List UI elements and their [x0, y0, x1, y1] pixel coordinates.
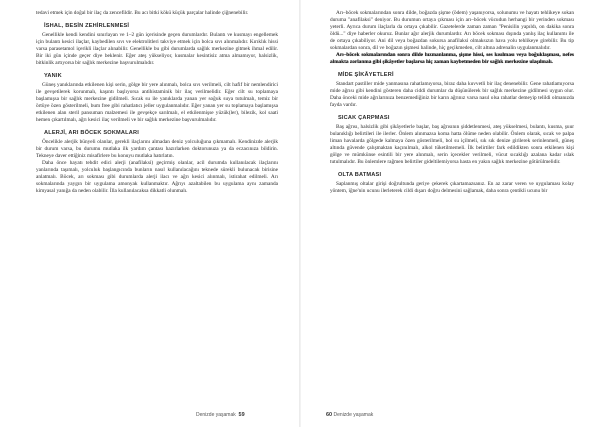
- heading-mide: MİDE ŞİKÂYETLERİ: [338, 72, 394, 78]
- right-page: [300, 0, 600, 427]
- left-footer: [196, 412, 245, 418]
- paragraph-anafilaksi: Arı–böcek sokmalarından sonra dilde, boğazda şişme (ödem) yaşanıyorsa, solunumu ve hayatı tehlikeye sokan duruma "anafilaksi" deniyor. Bu durumun ortaya çıkması için arı–böcek vücudun herhangi bir yerinden sokması yeterli. Ayrıca durum ilaçlarla da ortaya çıkabilir. Gazetelerde zaman zaman "Penisilin yapıldı, on dakika sonra öldü..." diye haberler okuruz. Bunlar ağır alerjik durumlardır. Arı böcek sokması dışında yanlış ilaç kullanımı ile de ortaya çıkabiliyor. Ani dil veya boğazdan sokursa anafilaksi olmaksızın hava yolu tehlikeye girebilir. Bu tip sokmalardan sonra, dil ve boğazın şişmesi halinde, hiç geçikmeden, cilt altına adrenalin uygulanmalıdır.: [330, 10, 574, 51]
- heading-ishal: İSHAL, BESİN ZEHİRLENMESİ: [44, 23, 130, 29]
- right-page-number: 60: [326, 412, 333, 418]
- warning-text: Arı–böcek sokmalarından sonra dilde hızmanlanma, şişme hissi, ses kısılması veya boğuklaşması, nefes almakta zorlanma gibi şikâyetler başlarsa hiç zaman kaybetmeden bir sağlık merkezine ulaşılmalı.: [330, 52, 574, 65]
- heading-yanik: YANIK: [44, 73, 62, 79]
- heading-olta-batmasi: OLTA BATMASI: [338, 172, 382, 178]
- right-footer-title: Denizde yaşamak: [333, 412, 374, 418]
- paragraph-ishal: Genellikle kendi kendini sınırlayan ve 1–2 gün içerisinde geçen durumlardır. Bulantı ve kusmayı engellemek için bulantı kesici ilaçlar, kaybedilen sıvı ve elektrolitleri takviye etmek için bolca sıvı alınmalıdır. Kırıklık hissi varsa parasetamol içerikli ilaçlar alınabilir. Genellikle bu gibi durumlarda sağlık merkezine gitmek ihmal edilir. Bir iki gün içinde geçer diye beklenir. Eğer ateş yükseliyor, kusmalar kesintisiz atma almamıyor, halsizlik, bitkinlik artıyorsa bir sağlık merkezine başvurulmalıdır.: [36, 32, 278, 66]
- paragraph-alerji-2: Daha önce hayatı tehdit edici alerji (anafilaksi) geçirmiş olanlar, acil durumda kullanılacak ilaçlarını yanlarında taşımalı, yolculuk başlangıcında bunların nasıl kullanılacağını teknede sürekli bulunacak birisine anlatmalı. Böcek, arı sokması gibi durumlarda alerji ilacı ve ağrı kesici alınmalı, istirahat edilmeli. Arı sokmalarında yaygın bir uygulama amonyak kullanmaktır. Ağrıyı azaltabilen bu uygulama aynı zamanda kimyasal yanığa da neden olabilir. İlla kullanılacaksa dikkatli olunmalı.: [36, 160, 278, 194]
- paragraph-alerji-1: Öncelikle alerjik bünyeli olanlar, gerekli ilaçlarını almadan deniz yolculuğuna çıkmamalı. Kendinizde alerjik bir durum varsa, bu durumu mutlaka ilk yardım çantası hazırlarken doktorunuza ya da eczacınıza bildirin. Tekneye daver ettiğiniz misafirlere bu konuyu mutlaka hatırlatın.: [36, 139, 278, 159]
- paragraph-olta-batmasi: Saplanmış oltalar girişi doğrultunda geriye çekerek çıkartamazsanız. En az zarar veren ve uygulaması kolay yöntem, iğne'nin ucunu ilerleterek cildi dışarı doğru delmesini sağlamak, daha sonra çentikli ucunu bir: [330, 181, 574, 194]
- paragraph-mide: Standart pastiller mide yanmasına rahatlamıyorsa, biraz daha kuvvetli bir ilaç denenebilir. Gene rahatlamıyorsa mide ağrısı gibi kendini gösteren daha ciddi durumlar da düşünülerek bir sağlık merkezine gidilmesi uygun olur. Daha önceki mide ağrılarınıza benzemediğiniz bir karın ağrınız varsa nasıl olsa rahatlar demeyip telildi olmanızda fayda vardır.: [330, 81, 574, 108]
- paragraph-yanik: Güneş yanıklarında etkilenen kişi serin, gölge bir yere alınmalı, bolca sıvı verilmeli, cilt hafif bir nemlendirici ile gevşetilerek korunmalı, kaşıntı başlıyorsa antihistaminik bir ilaç verilmelidir. Eğer cilt su toplamaya başlamışsa bir sağlık merkezine gidilmeli. Sıcak su ile yanıklarda yanan yer soğuk suya tutulmalı, temiz bir örtüye özen gösterilmeli, bum free gibi rahatlatıcı jeller uygulanmalıdır. Eğer yanan yer su toplamaya başlamışsa etkilenen alan steril pansuman malzemesi ile gevşekçe sarılmalı, el etkilenmişse yüzük(ler), bilezik, kol saati hemen çıkartılmalı, ağrı kesici ilaç verilmeli ve bir sağlık merkezine başvurulmalıdır.: [36, 82, 278, 123]
- left-page-number: 59: [238, 412, 245, 418]
- heading-alerji: ALERJİ, ARI BÖCEK SOKMALARI: [44, 130, 140, 136]
- paragraph-sicak-carpmasi: Baş ağrısı, halsizlik gibi şikâyetlerle başlar, baş ağrısının şiddetlenmesi, ateş yükselmesi, bulantı, kusma, şuur bulanıklığı belirtileri ile ilerler. Önlem alınmazsa koma hatta ölüme neden olabilir. Önlem olarak, sıcak ve palpa liman havalarda gölgede kalmaya özen gösterilmeli, bol su içilmeli, sık sık denize girilerek serinlenmeli, güneş altında güvende çalışmaktan kaçınılmalı, alkol tüketilmemeli. İlk belirtiler fark edildikten sonra etkilenen kişi gölge ve mümkünse esintili bir yere alınmalı, serin içecekler verilmeli, vücut sıcaklığı azalana kadar ıslak tutulmalıdır. Bu önlemlere rağmen belirtiler gideltilemiyorsa hasta en yakın sağlık merkezine götürülmelidir.: [330, 124, 574, 165]
- left-intro-text: tedavi etmek için doğal bir ilaç da zencefildir. Bu acı bitki kökü küçük parçalar halinde çiğnenebilir.: [36, 10, 249, 16]
- left-footer-title: Denizde yaşamak: [196, 412, 236, 418]
- heading-sicak-carpmasi: SICAK ÇARPMASI: [338, 115, 390, 121]
- right-footer: [326, 412, 373, 418]
